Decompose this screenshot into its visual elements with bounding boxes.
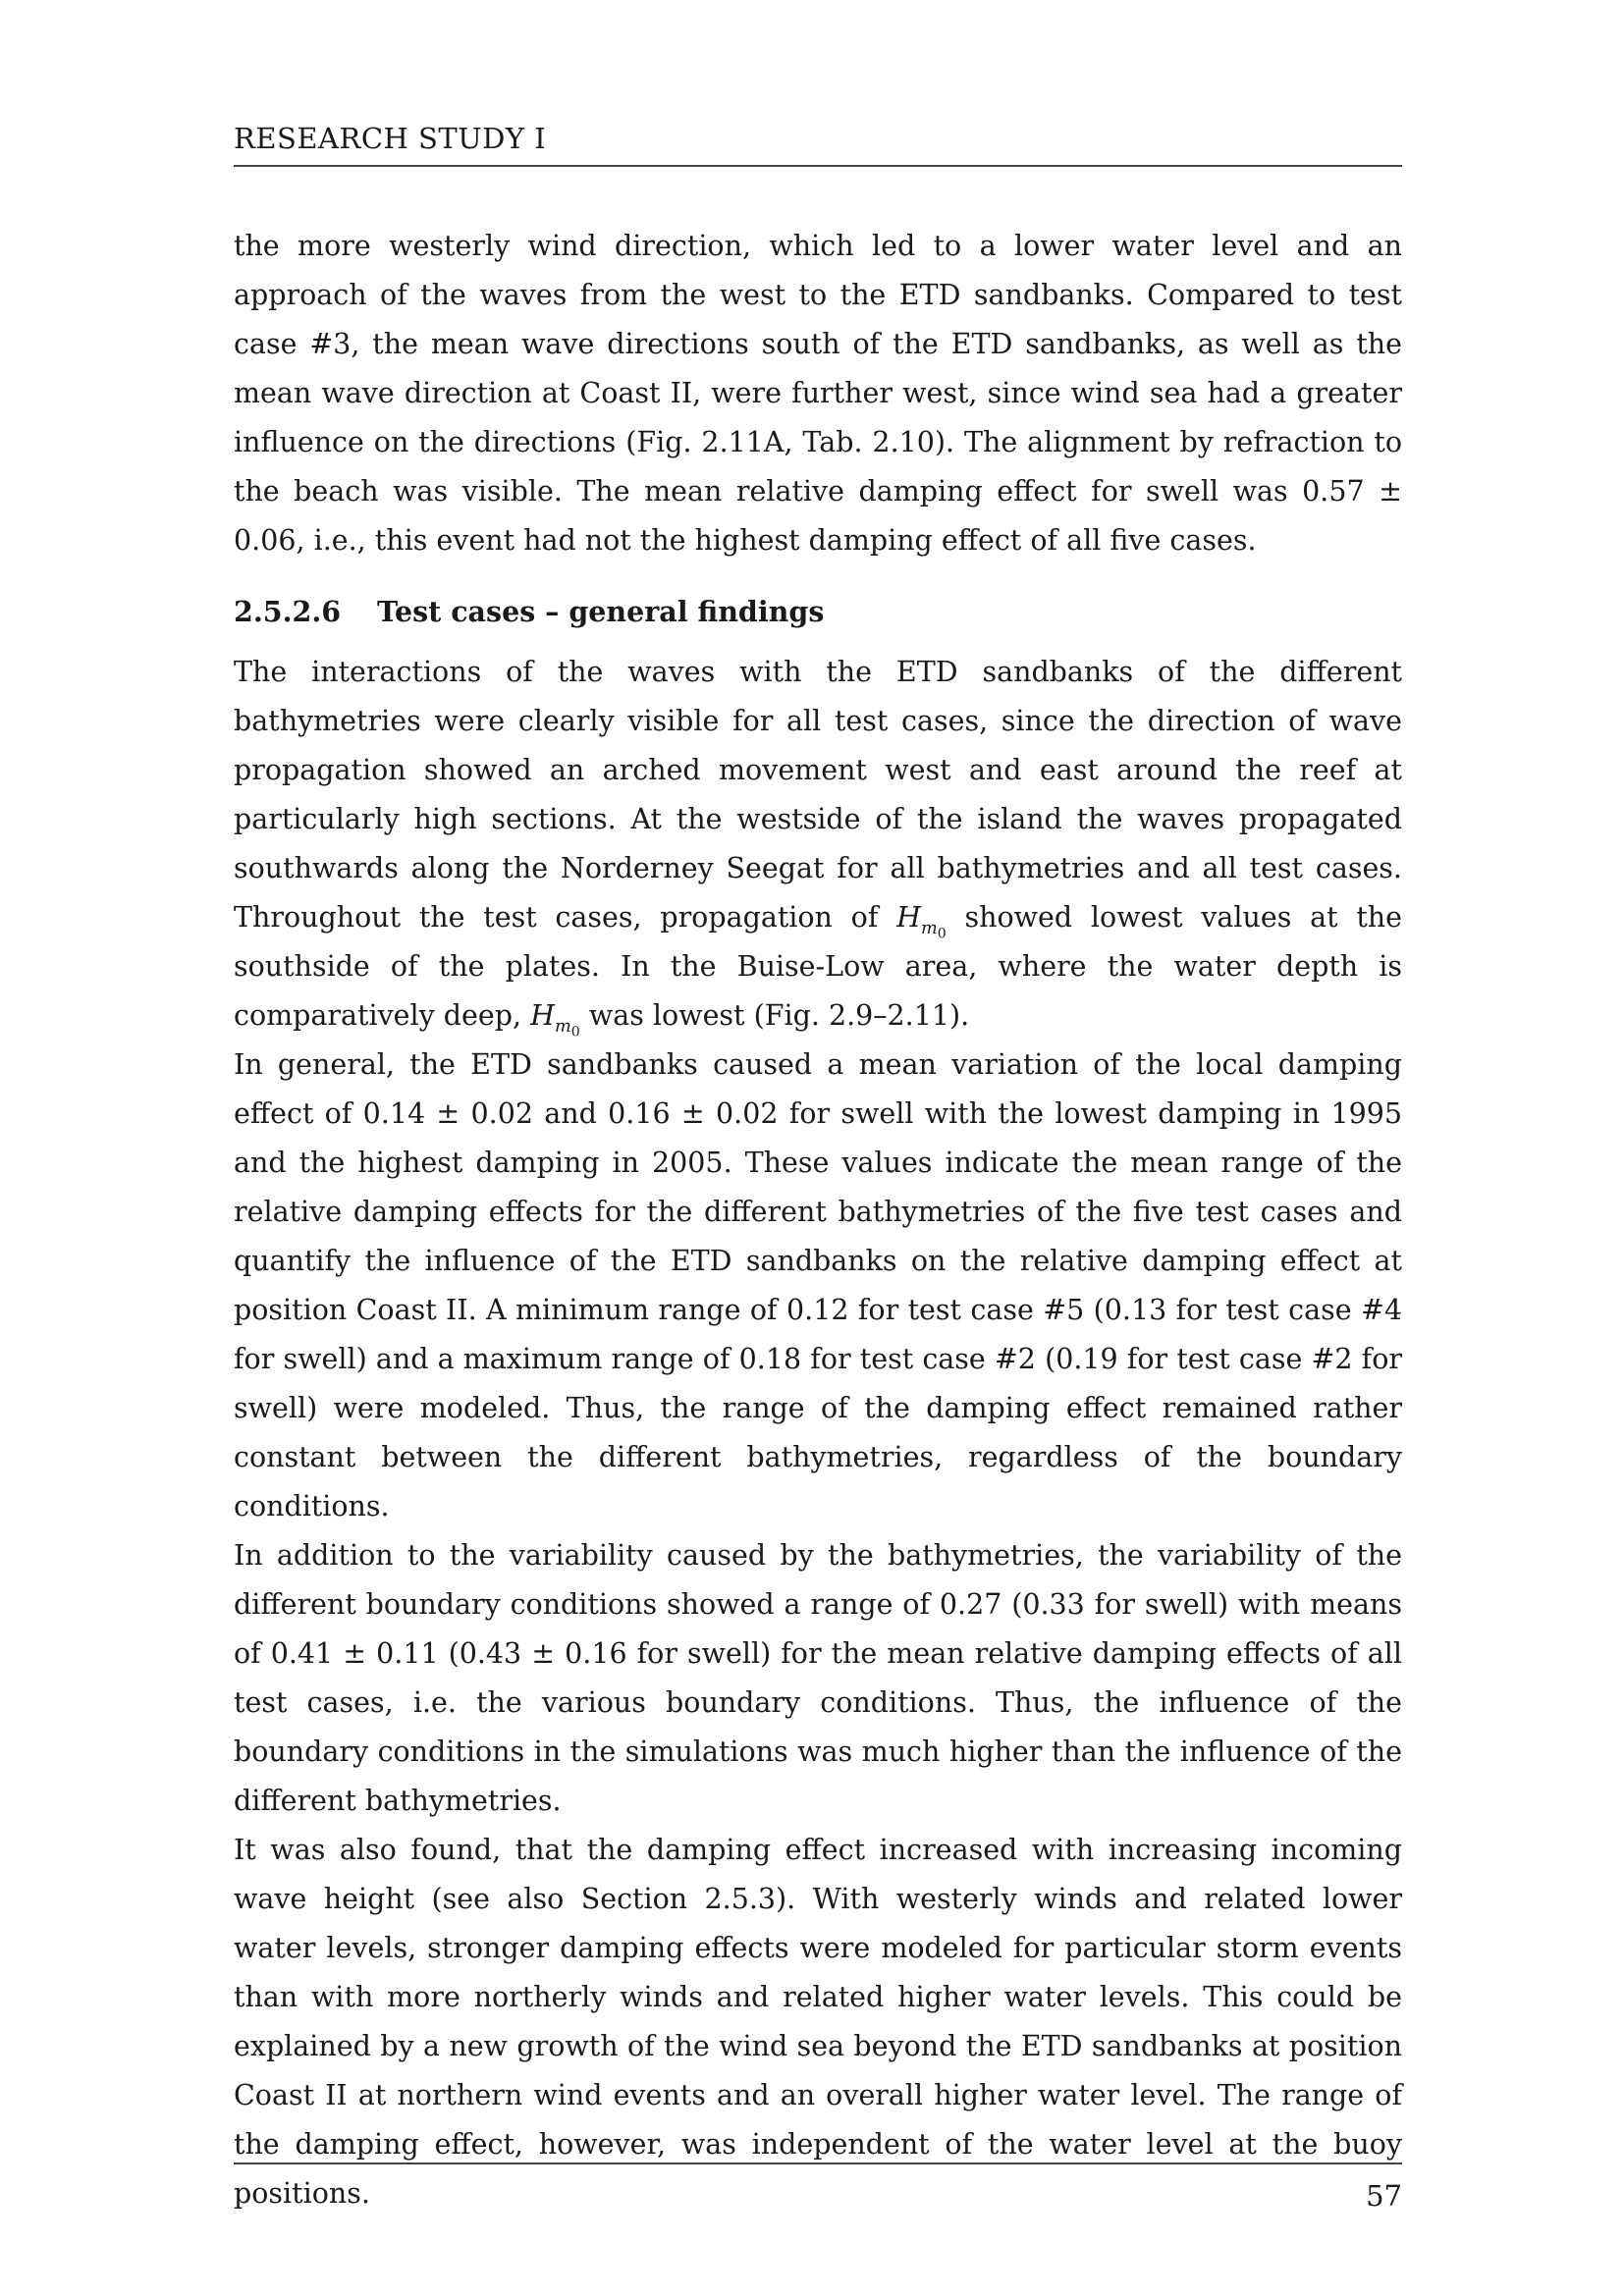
section-number: 2.5.2.6 (234, 595, 342, 628)
section-heading (234, 587, 1402, 636)
paragraph-boundary-variability: In addition to the variability caused by the bathymetries, the variability of the different boundary conditions showed a range of 0.27 (0.33 for swell) with means of 0.41 ± 0.11 (0.43 ± 0.16 for swell) for the mean relative damping effects of all test cases, i.e. the various boundary conditions. Thus, the influence of the boundary conditions in the simulations was much higher than the influence of the different bathymetries. (234, 1539, 1402, 1817)
wave-height-symbol: $H_{m_0}$ (896, 901, 947, 942)
footer-rule (234, 2163, 1402, 2164)
paragraph-damping-variation: In general, the ETD sandbanks caused a mean variation of the local damping effect of 0.14 ± 0.02 and 0.16 ± 0.02 for swell with the lowest damping in 1995 and the highest damping in 2005. These values indicate the mean range of the relative damping effects for the different bathymetries of the five test cases and quantify the influence of the ETD sandbanks on the relative damping effect at position Coast II. A minimum range of 0.12 for test case #5 (0.13 for test case #4 for swell) and a maximum range of 0.18 for test case #2 (0.19 for test case #2 for swell) were modeled. Thus, the range of the damping effect remained rather constant between the different bathymetries, regardless of the boundary conditions. (234, 1048, 1402, 1522)
paragraph-text: showed lowest values at the southside of the plates. In the Buise-Low area, where the water depth is comparatively deep, (234, 901, 1402, 1032)
section-title: Test cases – general findings (377, 595, 825, 628)
page-number: 57 (1366, 2179, 1402, 2213)
intro-paragraph: the more westerly wind direction, which led to a lower water level and an approach of the waves from the west to the ETD sandbanks. Compared to test case #3, the mean wave directions south of the ETD sandbanks, as well as the mean wave direction at Coast II, were further west, since wind sea had a greater influence on the directions (Fig. 2.11A, Tab. 2.10). The alignment by refraction to the beach was visible. The mean relative damping effect for swell was 0.57 ± 0.06, i.e., this event had not the highest damping effect of all five cases. (234, 230, 1402, 557)
paragraph-text: The interactions of the waves with the ETD sandbanks of the different bathymetries were clearly visible for all test cases, since the direction of wave propagation showed an arched movement west and east around the reef at particularly high sections. At the westside of the island the waves propagated southwards along the Norderney Seegat for all bathymetries and all test cases. Throughout the test cases, propagation of (234, 656, 1402, 934)
paragraph-wave-height: It was also found, that the damping effect increased with increasing incoming wave height (see also Section 2.5.3). With westerly winds and related lower water levels, stronger damping effects were modeled for particular storm events than with more northerly winds and related higher water levels. This could be explained by a new growth of the wind sea beyond the ETD sandbanks at position Coast II at northern wind events and an overall higher water level. The range of the damping effect, however, was independent of the water level at the buoy positions. (234, 1834, 1402, 2210)
header-rule (234, 165, 1402, 167)
wave-height-symbol: $H_{m_0}$ (530, 999, 580, 1041)
running-header: RESEARCH STUDY I (234, 122, 547, 155)
paragraph-text: was lowest (Fig. 2.9–2.11). (579, 999, 970, 1032)
page-content (234, 222, 1402, 2218)
paragraph-interactions (234, 648, 1402, 1041)
